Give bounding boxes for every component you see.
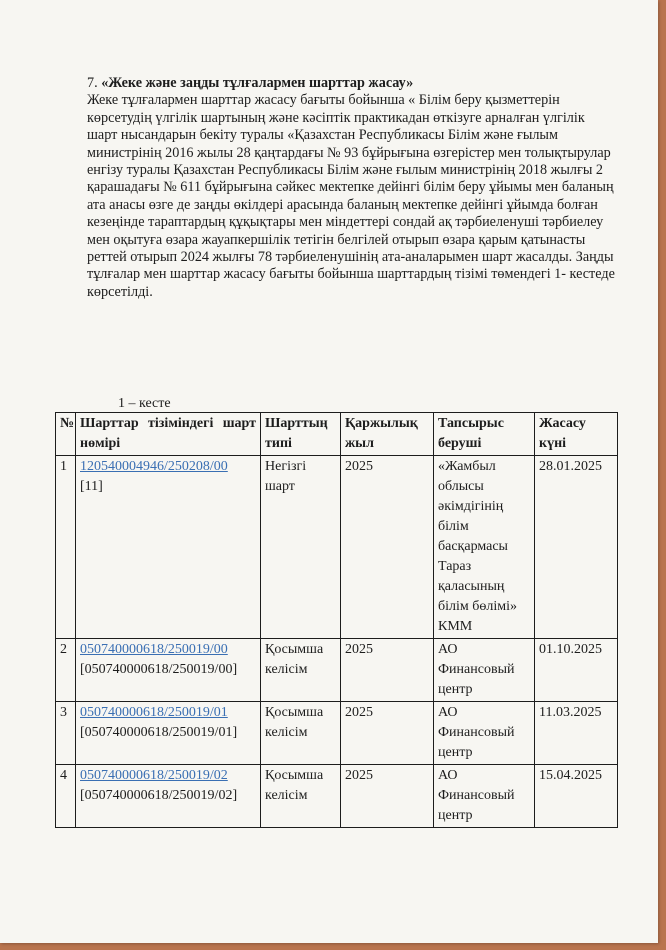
contract-type-cell: Қосымша келісім — [261, 702, 341, 765]
financial-year-cell: 2025 — [341, 765, 434, 828]
table-row — [56, 456, 618, 639]
row-number: 1 — [56, 456, 76, 639]
contract-reference: [050740000618/250019/00] — [80, 662, 238, 677]
section-paragraph: Жеке тұлғалармен шарттар жасасу бағыты бойынша « Білім беру қызметтерін көрсетудің үлгілік шартының және кәсіптік практикадан өткізуге арналған үлгілік шарт нысандарын бекіту туралы «Қазахстан Республикасы Білім және ғылым министрінің 2016 жылы 28 қаңтардағы № 93 бұйрығына өзгерістер мен толықтырулар енгізу туралы Қазахстан Республикасы Білім және ғылым министрінің 2018 жылғы 2 қарашадағы № 611 бұйрығына сәйкес мектепке дейінгі білім беру ұйымы мен баланың ата анасы өзге де заңды өкілдері арасында баланың мектепке дейінгі ұйымда болған кезеңінде тараптардың құқықтары мен міндеттері сондай ақ тәрбиеленуші тәрбиелеу мен оқытуға өзара жауапкершілік тетігін белгілей отырып өзара қарым қатынасты реттей отырып 2024 жылғы 78 тәрбиеленушінің ата-аналарымен шарт жасалды. Заңды тұлғалар мен шарттар жасасу бағыты бойынша шарттардың тізімі төмендегі 1- кестеде көрсетілді. — [87, 92, 615, 300]
contract-number-cell — [76, 639, 261, 702]
date-cell: 15.04.2025 — [535, 765, 618, 828]
contract-type-cell: Қосымша келісім — [261, 639, 341, 702]
row-number: 4 — [56, 765, 76, 828]
contract-type-cell: Негізгі шарт — [261, 456, 341, 639]
header-number: № — [56, 413, 76, 456]
contract-link[interactable]: 120540004946/250208/00 — [80, 459, 228, 474]
table-row — [56, 639, 618, 702]
customer-cell: АО Финансовый центр — [434, 639, 535, 702]
financial-year-cell: 2025 — [341, 702, 434, 765]
contract-link[interactable]: 050740000618/250019/01 — [80, 705, 228, 720]
row-number: 2 — [56, 639, 76, 702]
contract-number-cell — [76, 456, 261, 639]
contract-number-cell — [76, 765, 261, 828]
date-cell: 11.03.2025 — [535, 702, 618, 765]
contract-reference: [050740000618/250019/01] — [80, 725, 238, 740]
contract-type-cell: Қосымша келісім — [261, 765, 341, 828]
customer-cell: АО Финансовый центр — [434, 765, 535, 828]
table-header-row — [56, 413, 618, 456]
section-heading — [87, 75, 617, 92]
header-financial-year: Қаржылық жыл — [341, 413, 434, 456]
customer-cell: АО Финансовый центр — [434, 702, 535, 765]
date-cell: 28.01.2025 — [535, 456, 618, 639]
date-cell: 01.10.2025 — [535, 639, 618, 702]
section-number: 7. — [87, 75, 98, 91]
header-contract-number: Шарттар тізіміндегі шарт нөмірі — [76, 413, 261, 456]
table-caption: 1 – кесте — [118, 396, 171, 411]
section-title: «Жеке және заңды тұлғалармен шарттар жасау» — [101, 75, 414, 91]
header-contract-type: Шарттың типі — [261, 413, 341, 456]
financial-year-cell: 2025 — [341, 639, 434, 702]
contract-link[interactable]: 050740000618/250019/00 — [80, 642, 228, 657]
contract-number-cell — [76, 702, 261, 765]
header-date: Жасасу күні — [535, 413, 618, 456]
header-customer: Тапсырыс беруші — [434, 413, 535, 456]
row-number: 3 — [56, 702, 76, 765]
customer-cell: «Жамбыл облысы әкімдігінің білім басқармасы Тараз қаласының білім бөлімі» КММ — [434, 456, 535, 639]
contract-reference: [11] — [80, 479, 103, 494]
contract-link[interactable]: 050740000618/250019/02 — [80, 768, 228, 783]
financial-year-cell: 2025 — [341, 456, 434, 639]
contracts-table — [55, 412, 618, 828]
contract-reference: [050740000618/250019/02] — [80, 788, 238, 803]
section-block — [87, 75, 617, 301]
table-row — [56, 765, 618, 828]
table-row — [56, 702, 618, 765]
